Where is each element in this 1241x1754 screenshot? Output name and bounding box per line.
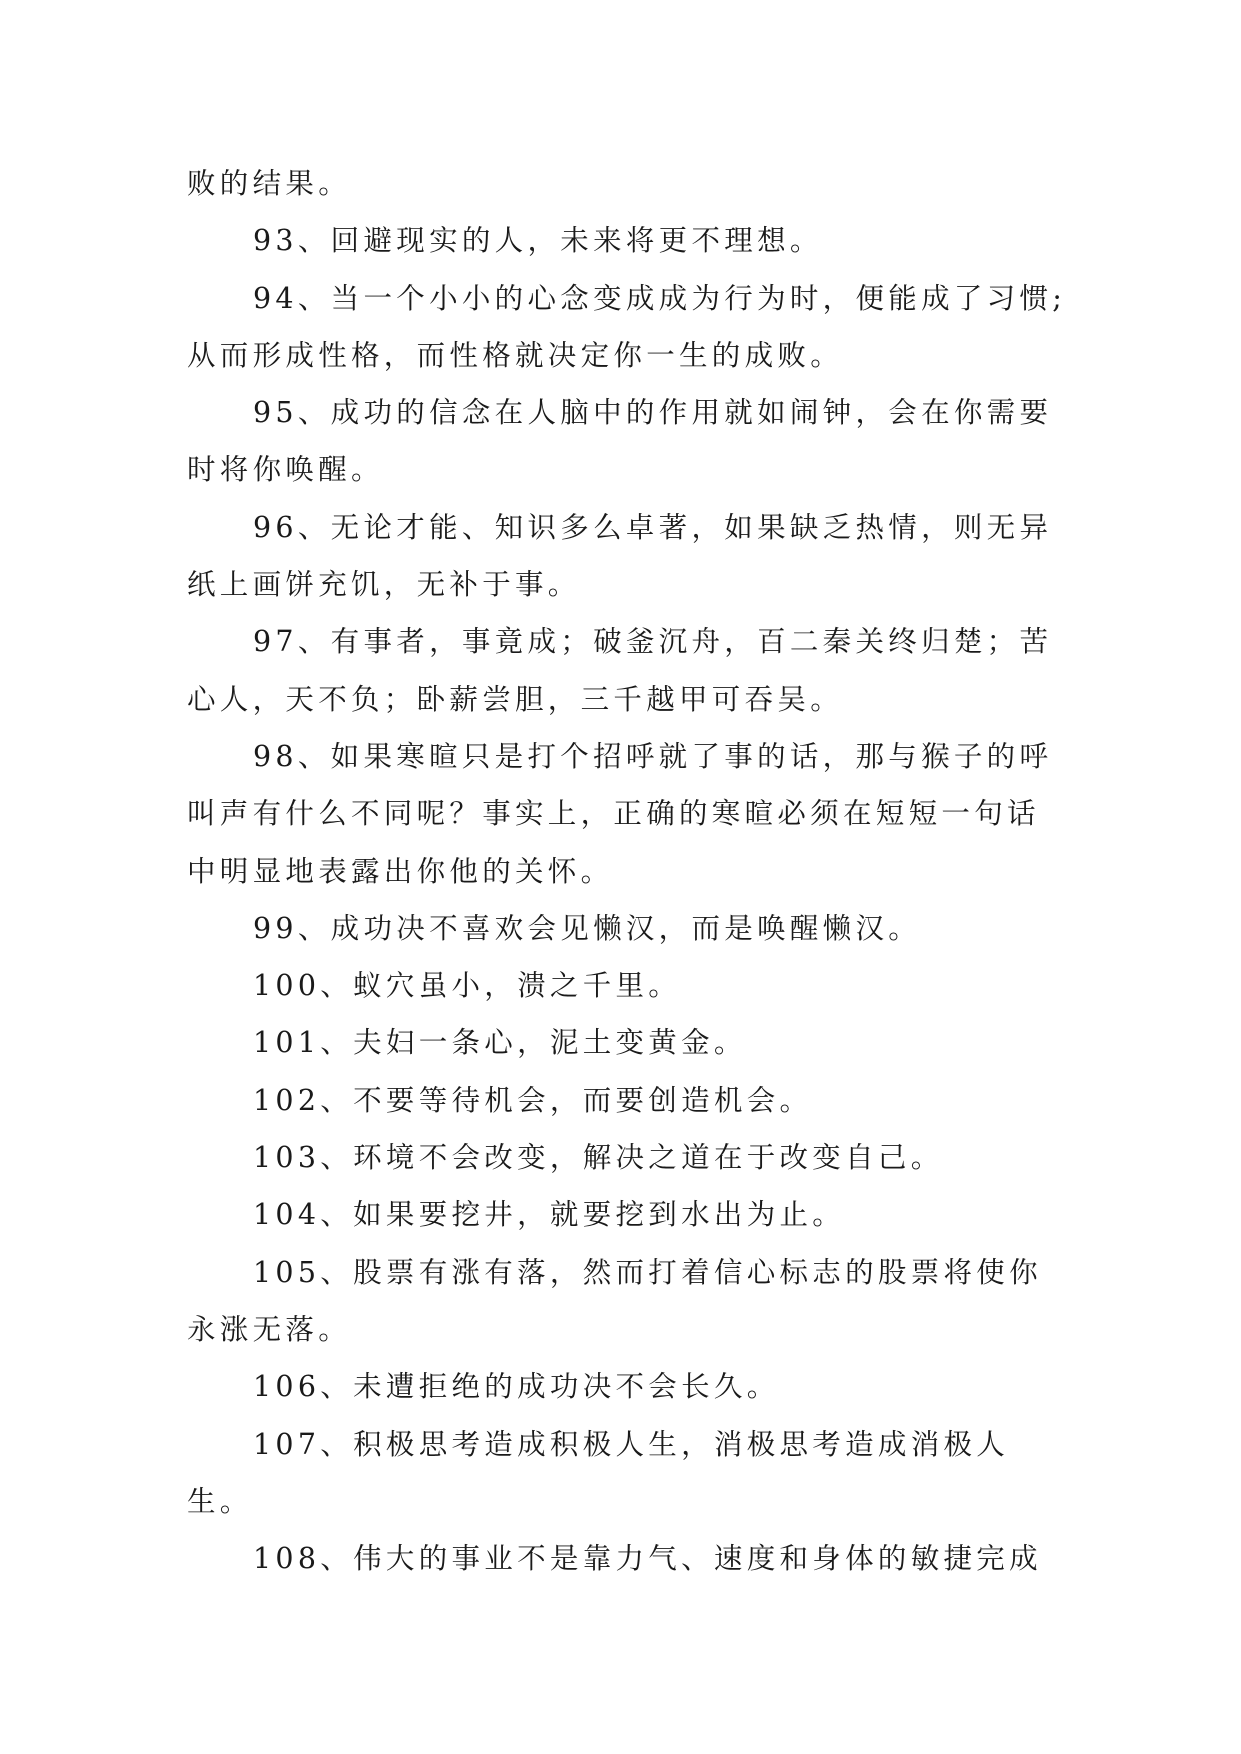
paragraph-98: 98、如果寒暄只是打个招呼就了事的话，那与猴子的呼叫声有什么不同呢？事实上，正确的寒暄必须在短短一句话中明显地表露出你他的关怀。 <box>187 739 1053 888</box>
paragraph-94: 94、当一个小小的心念变成成为行为时，便能成了习惯;从而形成性格，而性格就决定你一生的成败。 <box>187 281 1067 372</box>
paragraph: 败的结果。 <box>187 167 352 200</box>
paragraph-100: 100、蚁穴虽小，溃之千里。 <box>253 969 682 1003</box>
paragraph-96: 96、无论才能、知识多么卓著，如果缺乏热情，则无异纸上画饼充饥，无补于事。 <box>187 510 1053 602</box>
paragraph-104: 104、如果要挖井，就要挖到水出为止。 <box>253 1198 846 1232</box>
paragraph-107: 107、积极思考造成积极人生，消极思考造成消极人生。 <box>187 1427 1010 1518</box>
paragraph-102: 102、不要等待机会，而要创造机会。 <box>253 1083 813 1117</box>
paragraph-101: 101、夫妇一条心，泥土变黄金。 <box>253 1026 747 1060</box>
paragraph-108: 108、伟大的事业不是靠力气、速度和身体的敏捷完成 <box>253 1542 1042 1576</box>
paragraph-105: 105、股票有涨有落，然而打着信心标志的股票将使你永涨无落。 <box>187 1255 1042 1346</box>
paragraph-106: 106、未遭拒绝的成功决不会长久。 <box>253 1370 780 1404</box>
document-body <box>187 155 1067 1587</box>
paragraph-103: 103、环境不会改变，解决之道在于改变自己。 <box>253 1141 944 1175</box>
paragraph-97: 97、有事者，事竟成；破釜沉舟，百二秦关终归楚；苦心人，天不负；卧薪尝胆，三千越甲可吞吴。 <box>187 625 1053 716</box>
paragraph-93: 93、回避现实的人，未来将更不理想。 <box>253 224 823 258</box>
paragraph-95: 95、成功的信念在人脑中的作用就如闹钟，会在你需要时将你唤醒。 <box>187 396 1053 487</box>
paragraph-99: 99、成功决不喜欢会见懒汉，而是唤醒懒汉。 <box>253 911 922 945</box>
